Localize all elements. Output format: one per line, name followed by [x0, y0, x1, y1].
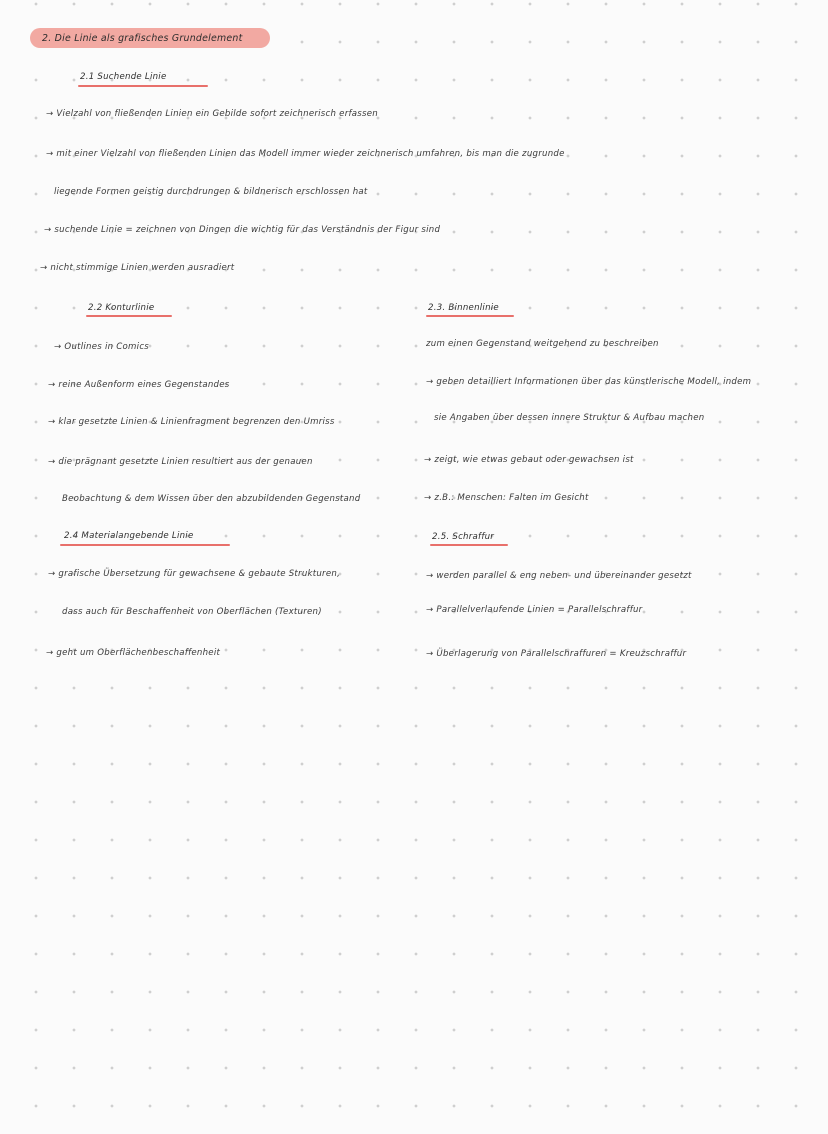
- s22-line-1: → Outlines in Comics: [54, 342, 150, 352]
- heading-konturlinie: 2.2 Konturlinie: [88, 303, 155, 313]
- s24-line-2: dass auch für Beschaffenheit von Oberflächen (Texturen): [62, 607, 322, 617]
- s21-line-2: → mit einer Vielzahl von fließenden Linien das Modell immer wieder zeichnerisch umfahren, bis man die zugrunde: [46, 149, 565, 159]
- heading-materialangebende-linie: 2.4 Materialangebende Linie: [64, 531, 194, 541]
- s23-line-1: zum einen Gegenstand weitgehend zu beschreiben: [426, 339, 659, 349]
- s22-line-5: Beobachtung & dem Wissen über den abzubildenden Gegenstand: [62, 494, 361, 504]
- heading-underline: [426, 315, 514, 317]
- heading-binnenlinie: 2.3. Binnenlinie: [428, 303, 499, 313]
- heading-suchende-linie: 2.1 Suchende Linie: [80, 72, 167, 82]
- s25-line-3: → Überlagerung von Parallelschraffuren = Kreuzschraffur: [426, 649, 687, 659]
- s22-line-2: → reine Außenform eines Gegenstandes: [48, 380, 230, 390]
- s23-line-3: sie Angaben über dessen innere Struktur & Aufbau machen: [434, 413, 705, 423]
- s22-line-4: → die prägnant gesetzte Linien resultiert aus der genauen: [48, 457, 313, 467]
- s25-line-1: → werden parallel & eng neben- und übereinander gesetzt: [426, 571, 692, 581]
- s23-line-5: → z.B.: Menschen: Falten im Gesicht: [424, 493, 589, 503]
- s25-line-2: → Parallelverlaufende Linien = Parallelschraffur: [426, 605, 643, 615]
- s21-line-5: → nicht stimmige Linien werden ausradiert: [40, 263, 235, 273]
- s23-line-4: → zeigt, wie etwas gebaut oder gewachsen ist: [424, 455, 634, 465]
- section-title: 2. Die Linie als grafisches Grundelement: [42, 33, 243, 44]
- heading-underline: [86, 315, 172, 317]
- s24-line-3: → geht um Oberflächenbeschaffenheit: [46, 648, 221, 658]
- s21-line-1: → Vielzahl von fließenden Linien ein Gebilde sofort zeichnerisch erfassen: [46, 109, 378, 119]
- s22-line-3: → klar gesetzte Linien & Linienfragment begrenzen den Umriss: [48, 417, 335, 427]
- heading-underline: [430, 544, 508, 546]
- heading-schraffur: 2.5. Schraffur: [432, 532, 495, 542]
- heading-underline: [78, 85, 208, 87]
- s21-line-4: → suchende Linie = zeichnen von Dingen die wichtig für das Verständnis der Figur sind: [44, 225, 441, 235]
- s24-line-1: → grafische Übersetzung für gewachsene & gebaute Strukturen,: [48, 569, 341, 579]
- heading-underline: [60, 544, 230, 546]
- s21-line-3: liegende Formen geistig durchdrungen & bildnerisch erschlossen hat: [54, 187, 368, 197]
- s23-line-2: → geben detailliert Informationen über das künstlerische Modell, indem: [426, 377, 752, 387]
